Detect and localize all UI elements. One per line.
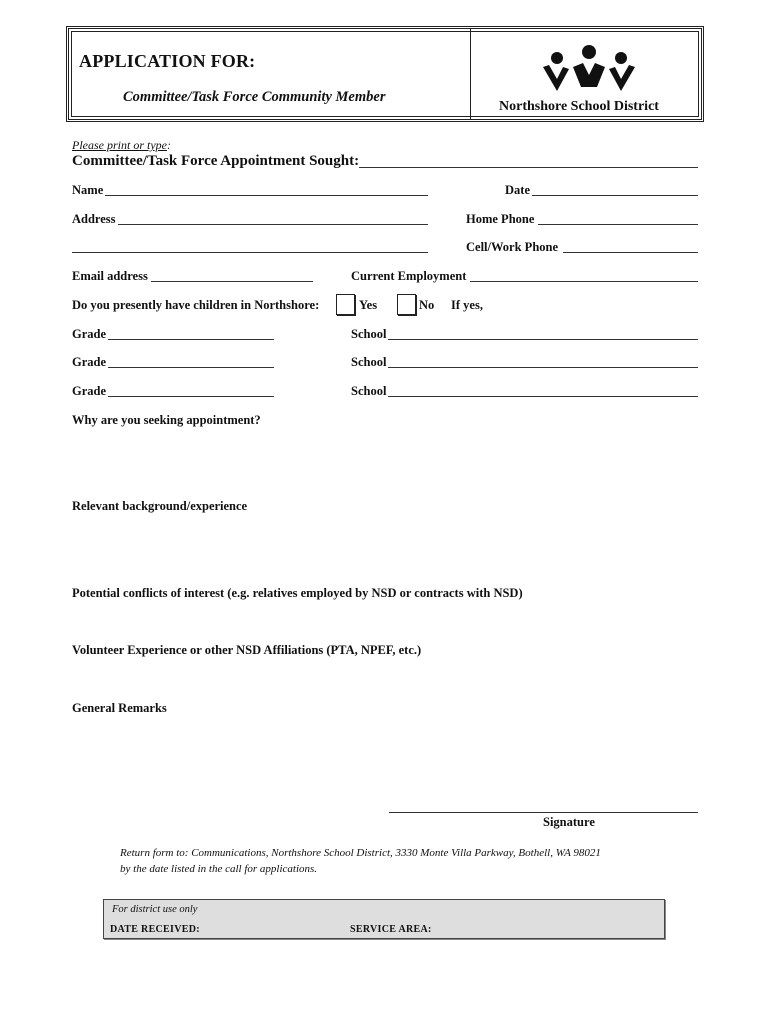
signature-label: Signature: [543, 815, 595, 829]
grade-field-1[interactable]: [108, 339, 274, 340]
current-employment-field[interactable]: [470, 281, 698, 282]
application-subtitle: Committee/Task Force Community Member: [123, 89, 386, 105]
header-box: [66, 26, 704, 122]
school-label-3: School: [351, 384, 387, 398]
header-divider: [470, 29, 471, 119]
date-label: Date: [505, 183, 530, 197]
cell-work-phone-label: Cell/Work Phone: [466, 240, 559, 254]
yes-label: Yes: [359, 298, 378, 312]
grade-field-3[interactable]: [108, 396, 274, 397]
appointment-sought-label: Committee/Task Force Appointment Sought:: [72, 153, 360, 169]
yes-checkbox[interactable]: [336, 294, 355, 315]
address-field[interactable]: [118, 224, 428, 225]
service-area-label: SERVICE AREA:: [350, 924, 432, 935]
address-field-line2[interactable]: [72, 252, 428, 253]
current-employment-label: Current Employment: [351, 269, 467, 283]
home-phone-label: Home Phone: [466, 212, 535, 226]
home-phone-field[interactable]: [538, 224, 698, 225]
general-remarks-label: General Remarks: [72, 701, 167, 715]
district-use-label: For district use only: [112, 904, 198, 915]
school-label-1: School: [351, 327, 387, 341]
date-received-label: DATE RECEIVED:: [110, 924, 200, 935]
school-label-2: School: [351, 355, 387, 369]
cell-work-phone-field[interactable]: [563, 252, 698, 253]
email-label: Email address: [72, 269, 148, 283]
district-name: Northshore School District: [499, 99, 659, 114]
email-field[interactable]: [151, 281, 313, 282]
people-logo-icon: [539, 45, 639, 95]
school-field-2[interactable]: [388, 367, 698, 368]
address-label: Address: [72, 212, 116, 226]
children-question-label: Do you presently have children in Northshore:: [72, 298, 320, 312]
no-label: No: [419, 298, 435, 312]
school-field-3[interactable]: [388, 396, 698, 397]
relevant-background-label: Relevant background/experience: [72, 499, 248, 513]
conflicts-label: Potential conflicts of interest (e.g. relatives employed by NSD or contracts with NSD): [72, 586, 523, 600]
district-use-box: [103, 899, 665, 939]
grade-label-2: Grade: [72, 355, 107, 369]
grade-field-2[interactable]: [108, 367, 274, 368]
return-instructions: [120, 845, 601, 877]
return-instructions-line2: by the date listed in the call for applications.: [120, 863, 318, 875]
volunteer-label: Volunteer Experience or other NSD Affiliations (PTA, NPEF, etc.): [72, 643, 422, 657]
grade-label-1: Grade: [72, 327, 107, 341]
name-field[interactable]: [105, 195, 428, 196]
please-print-label: Please print or type:: [72, 138, 171, 152]
signature-field[interactable]: [389, 812, 698, 813]
appointment-sought-field[interactable]: [359, 167, 698, 168]
return-instructions-line1: Return form to: Communications, Northshore School District, 3330 Monte Villa Parkway, Bothell, WA 98021: [120, 847, 601, 859]
date-field[interactable]: [532, 195, 698, 196]
if-yes-label: If yes,: [451, 298, 483, 312]
grade-label-3: Grade: [72, 384, 107, 398]
application-title: APPLICATION FOR:: [79, 51, 256, 71]
school-field-1[interactable]: [388, 339, 698, 340]
no-checkbox[interactable]: [397, 294, 416, 315]
name-label: Name: [72, 183, 104, 197]
please-print-colon: :: [166, 138, 171, 152]
why-seeking-label: Why are you seeking appointment?: [72, 413, 261, 427]
